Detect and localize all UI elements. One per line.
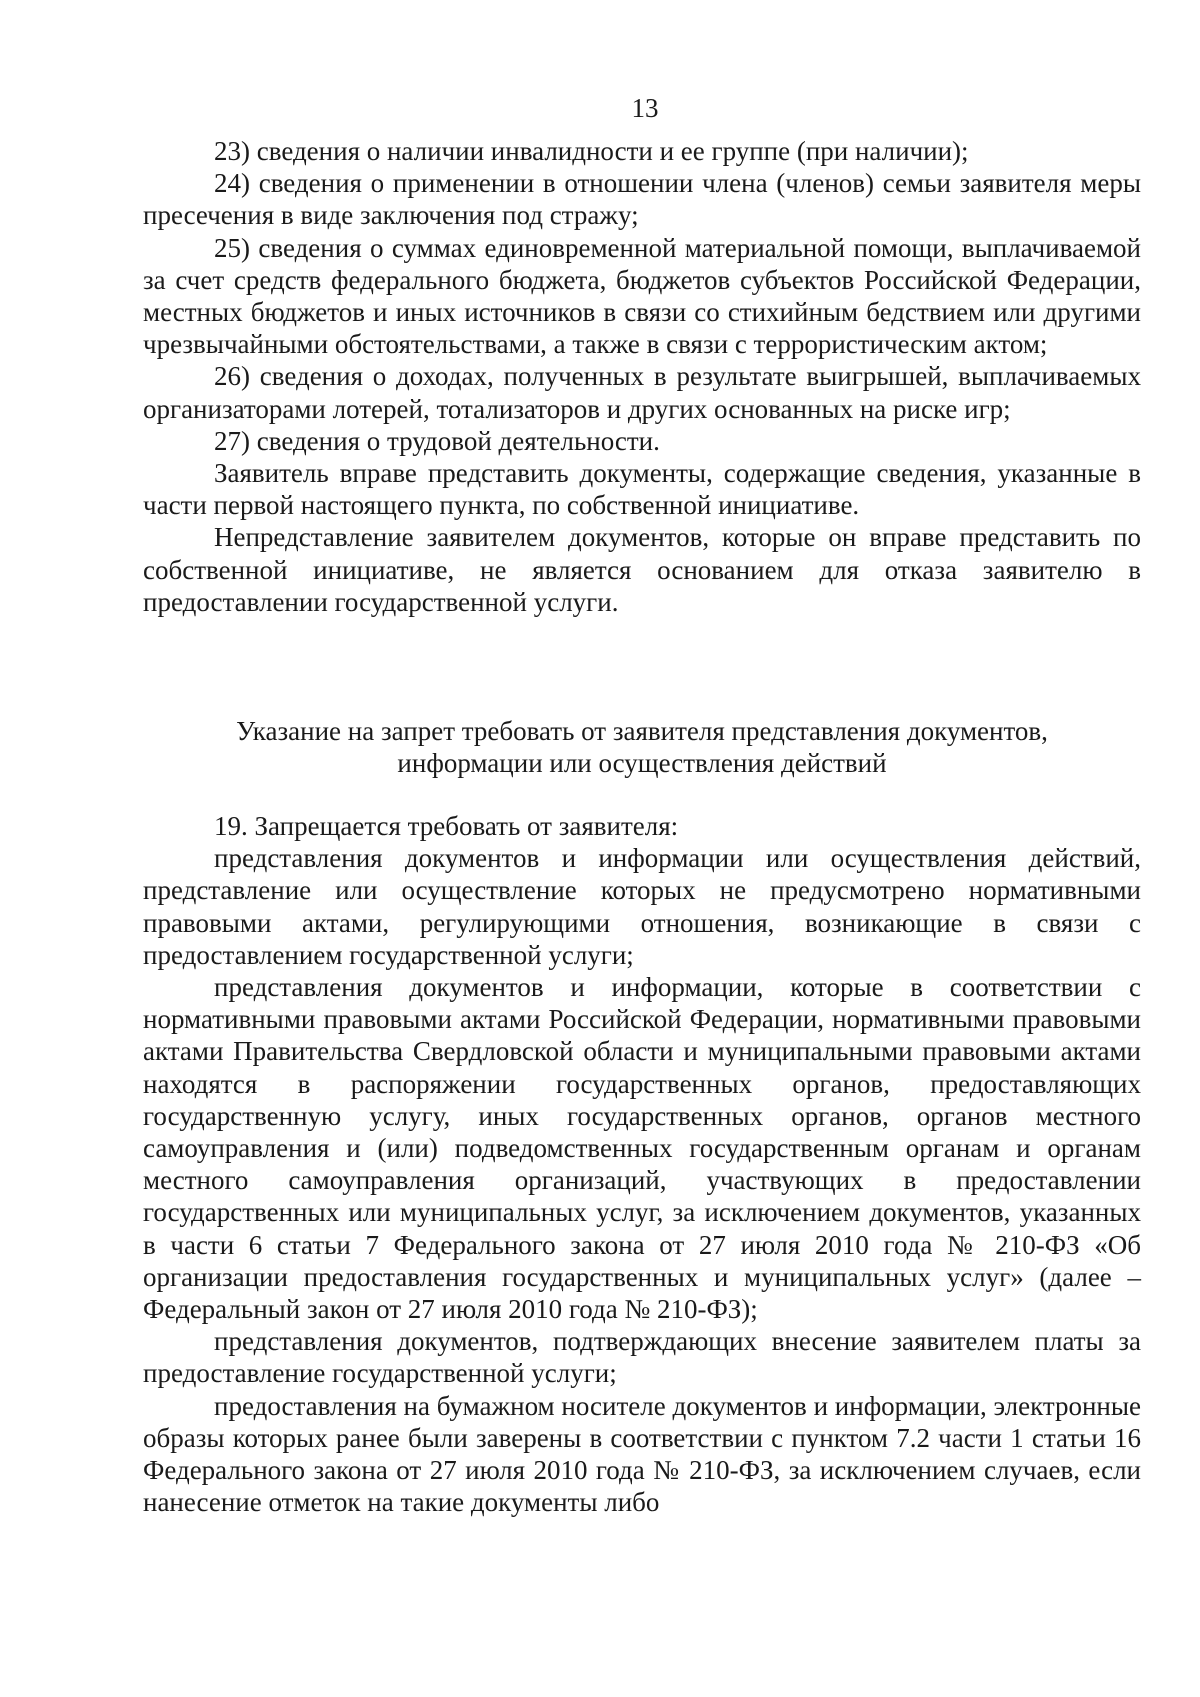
section-heading <box>143 715 1141 779</box>
clause-19 <box>143 810 1141 1518</box>
section-heading-line-2: информации или осуществления действий <box>397 748 887 779</box>
list-item-26: 26) сведения о доходах, полученных в результате выигрышей, выплачиваемых организаторами лотерей, тотализаторов и других основанных на риске игр; <box>143 361 1141 424</box>
list-item-25: 25) сведения о суммах единовременной материальной помощи, выплачиваемой за счет средств федерального бюджета, бюджетов субъектов Российской Федерации, местных бюджетов и иных источников в связи со стихийным бедствием или другими чрезвычайными обстоятельствами, а также в связи с террористическим актом; <box>143 232 1141 360</box>
clause-19-item: предоставления на бумажном носителе документов и информации, электронные образы которых ранее были заверены в соответствии с пунктом 7.2 части 1 статьи 16 Федерального закона от 27 июля 2010 года № 210-ФЗ, за исключением случаев, если нанесение отметок на такие документы либо <box>143 1390 1141 1518</box>
list-continuation <box>143 135 1141 618</box>
clause-19-item: представления документов, подтверждающих внесение заявителем платы за предоставление государственной услуги; <box>143 1326 1141 1389</box>
clause-19-item: представления документов и информации или осуществления действий, представление или осуществление которых не предусмотрено нормативными правовыми актами, регулирующими отношения, возникающие в связи с предоставлением государственной услуги; <box>143 843 1141 970</box>
clause-19-item: представления документов и информации, которые в соответствии с нормативными правовыми актами Российской Федерации, нормативными правовыми актами Правительства Свердловской области и муниципальными правовыми актами находятся в распоряжении государственных органов, предоставляющих государственную услугу, иных государственных органов, органов местного самоуправления и (или) подведомственных государственным органам и органам местного самоуправления организаций, участвующих в предоставлении государственных или муниципальных услуг, за исключением документов, указанных в части 6 статьи 7 Федерального закона от 27 июля 2010 года № 210-ФЗ «Об организации предоставления государственных и муниципальных услуг» (далее – Федеральный закон от 27 июля 2010 года № 210-ФЗ); <box>143 972 1141 1325</box>
list-item-24: 24) сведения о применении в отношении члена (членов) семьи заявителя меры пресечения в виде заключения под стражу; <box>143 168 1141 231</box>
clause-19-intro: 19. Запрещается требовать от заявителя: <box>214 811 679 841</box>
paragraph-non-submission: Непредставление заявителем документов, которые он вправе представить по собственной инициативе, не является основанием для отказа заявителю в предоставлении государственной услуги. <box>143 522 1141 617</box>
page-number: 13 <box>631 93 659 123</box>
list-item-27: 27) сведения о трудовой деятельности. <box>214 425 660 456</box>
list-item-23: 23) сведения о наличии инвалидности и ее группе (при наличии); <box>214 136 969 166</box>
section-heading-line-1: Указание на запрет требовать от заявителя представления документов, <box>236 716 1048 746</box>
paragraph-right-to-submit: Заявитель вправе представить документы, содержащие сведения, указанные в части первой настоящего пункта, по собственной инициативе. <box>143 458 1141 521</box>
